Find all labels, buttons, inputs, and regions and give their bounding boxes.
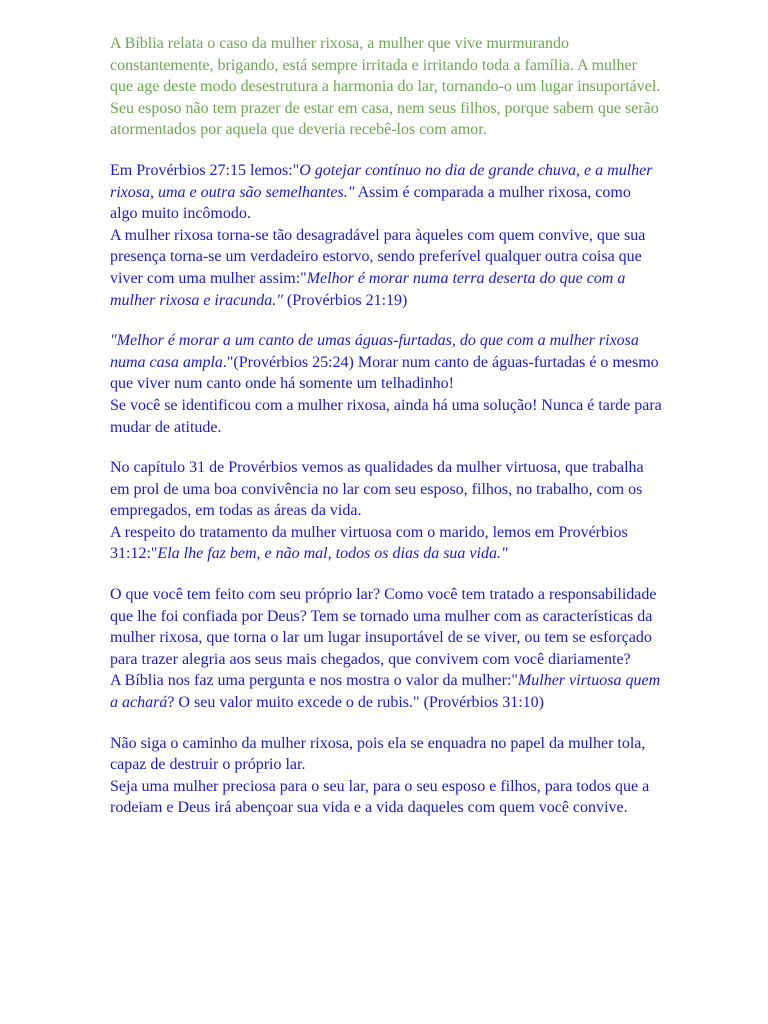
p3-text-b: Se você se identificou com a mulher rixosa, ainda há uma solução! Nunca é tarde para mudar de atitude. bbox=[110, 396, 662, 436]
reflection-paragraph bbox=[110, 584, 662, 714]
p5-text-a: O que você tem feito com seu próprio lar? Como você tem tratado a responsabilidade que lhe foi confiada por Deus? Tem se tornado uma mulher com as características da mulher rixosa, que torna o lar um lugar insuportável de se viver, ou tem se esforçado para trazer alegria aos seus mais chegados, que convivem com você diariamente? bbox=[110, 586, 657, 668]
p3-rest: ."(Provérbios 25:24) Morar num canto de águas-furtadas é o mesmo que viver num canto onde há somente um telhadinho! bbox=[110, 353, 659, 393]
intro-text: A Bíblia relata o caso da mulher rixosa, a mulher que vive murmurando constantemente, brigando, está sempre irritada e irritando toda a família. A mulher que age deste modo desestrutura a harmonia do lar, tornando-o um lugar insuportável. Seu esposo não tem prazer de estar em casa, nem seus filhos, porque sabem que serão atormentados por aquela que deveria recebê-los com amor. bbox=[110, 35, 661, 139]
p4-text-b: A respeito do tratamento da mulher virtuosa com o marido, lemos em Provérbios 31:12:" bbox=[110, 523, 628, 563]
p5-rest-b: ? O seu valor muito excede o de rubis." (Provérbios 31:10) bbox=[167, 694, 544, 712]
p5-text-b: A Bíblia nos faz uma pergunta e nos mostra o valor da mulher:" bbox=[110, 672, 518, 690]
p2-ref-b: (Provérbios 21:19) bbox=[282, 291, 408, 309]
p2-quote-b: Melhor é morar numa terra deserta do que com a mulher rixosa e iracunda." bbox=[110, 269, 626, 309]
p3-quote: "Melhor é morar a um canto de umas águas-furtadas, do que com a mulher rixosa numa casa ampla bbox=[110, 332, 639, 371]
p6-text-b: Seja uma mulher preciosa para o seu lar, para o seu esposo e filhos, para todos que a rodeiam e Deus irá abençoar sua vida e a vida daqueles com quem você convive. bbox=[110, 777, 650, 817]
p6-text-a: Não siga o caminho da mulher rixosa, pois ela se enquadra no papel da mulher tola, capaz de destruir o próprio lar. bbox=[110, 734, 646, 774]
closing-paragraph bbox=[110, 733, 662, 819]
p4-text-a: No capítulo 31 de Provérbios vemos as qualidades da mulher virtuosa, que trabalha em prol de uma boa convivência no lar com seu esposo, filhos, no trabalho, com os empregados, em todas as áreas da vida. bbox=[110, 459, 644, 520]
intro-paragraph bbox=[110, 33, 662, 141]
proverbs-31-paragraph bbox=[110, 457, 662, 565]
p2-text-a: Em Provérbios 27:15 lemos:" bbox=[110, 161, 300, 179]
document-page bbox=[110, 33, 662, 838]
p5-quote-b: Mulher virtuosa quem a achará bbox=[110, 672, 661, 712]
proverbs-25-paragraph bbox=[110, 330, 662, 438]
p2-quote-a: O gotejar contínuo no dia de grande chuva, e a mulher rixosa, uma e outra são semelhantes." bbox=[110, 161, 653, 201]
p2-text-b: A mulher rixosa torna-se tão desagradável para àqueles com quem convive, que sua presença torna-se um verdadeiro estorvo, sendo preferível qualquer outra coisa que viver com uma mulher assim:" bbox=[110, 226, 646, 287]
p4-quote-b: Ela lhe faz bem, e não mal, todos os dias da sua vida." bbox=[157, 545, 508, 563]
p2-text-a-rest: Assim é comparada a mulher rixosa, como algo muito incômodo. bbox=[110, 183, 631, 223]
proverbs-27-paragraph bbox=[110, 160, 662, 311]
